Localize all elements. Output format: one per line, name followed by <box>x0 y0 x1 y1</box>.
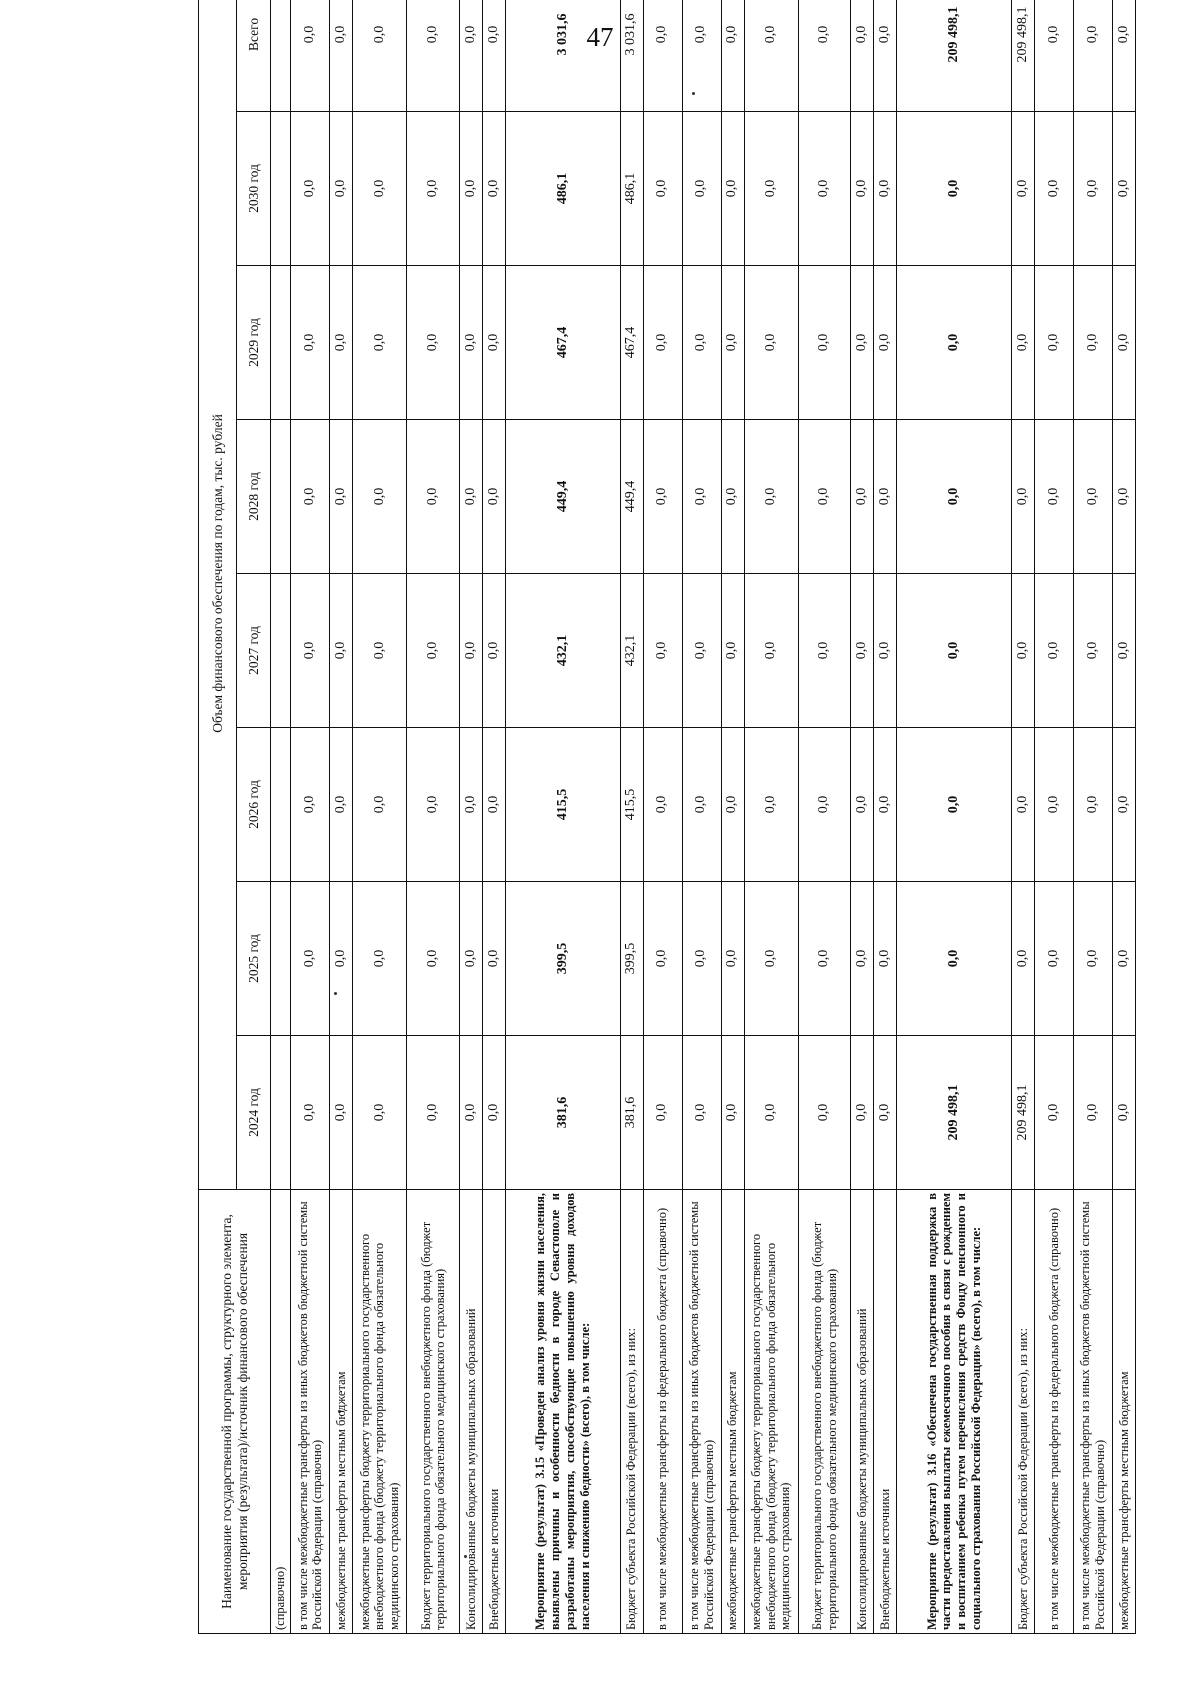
row-value: 0,0 <box>291 0 330 112</box>
row-value: 0,0 <box>1011 112 1034 266</box>
row-value: 0,0 <box>897 574 1012 728</box>
row-value: 0,0 <box>353 1036 407 1190</box>
row-name: в том числе межбюджетные трансферты из федерального бюджета (справочно) <box>1034 1190 1073 1634</box>
header-year: 2028 год <box>237 420 271 574</box>
row-value: 0,0 <box>483 0 506 112</box>
row-value: 399,5 <box>620 882 643 1036</box>
row-value: 0,0 <box>874 882 897 1036</box>
row-value: 0,0 <box>1011 574 1034 728</box>
table-row <box>1112 0 1135 1634</box>
row-value: 209 498,1 <box>1011 1036 1034 1190</box>
table-row <box>851 0 874 1634</box>
row-value <box>271 0 291 112</box>
row-value: 0,0 <box>460 420 483 574</box>
header-year: 2024 год <box>237 1036 271 1190</box>
row-value: 0,0 <box>460 266 483 420</box>
row-value: 0,0 <box>1112 1036 1135 1190</box>
row-value: 432,1 <box>620 574 643 728</box>
row-value: 0,0 <box>407 0 460 112</box>
row-value: 0,0 <box>643 0 682 112</box>
row-value: 0,0 <box>874 112 897 266</box>
row-value: 0,0 <box>721 882 744 1036</box>
table-row <box>460 0 483 1634</box>
row-value: 0,0 <box>851 728 874 882</box>
row-value: 0,0 <box>798 574 851 728</box>
row-value: 0,0 <box>330 0 353 112</box>
table-row <box>1073 0 1112 1634</box>
row-value: 0,0 <box>407 112 460 266</box>
table-row <box>291 0 330 1634</box>
row-value: 0,0 <box>897 112 1012 266</box>
row-name: Бюджет субъекта Российской Федерации (всего), из них: <box>1011 1190 1034 1634</box>
row-value: 0,0 <box>291 420 330 574</box>
row-value: 0,0 <box>407 574 460 728</box>
row-name: Бюджет субъекта Российской Федерации (всего), из них: <box>620 1190 643 1634</box>
row-value: 0,0 <box>897 882 1012 1036</box>
row-value: 0,0 <box>643 882 682 1036</box>
row-value: 0,0 <box>721 574 744 728</box>
row-name: (справочно) <box>271 1190 291 1634</box>
row-name: Бюджет территориального государственного внебюджетного фонда (бюджет территориального фонда обязательного медицинского страхования) <box>407 1190 460 1634</box>
row-name: межбюджетные трансферты местным бюджетам <box>1112 1190 1135 1634</box>
row-value: 0,0 <box>721 728 744 882</box>
table-body <box>271 0 1136 1634</box>
row-value: 0,0 <box>330 420 353 574</box>
row-value: 0,0 <box>330 882 353 1036</box>
financing-table <box>198 0 1136 1634</box>
row-name: Консолидированные бюджеты муниципальных образований <box>851 1190 874 1634</box>
row-value: 0,0 <box>744 266 798 420</box>
row-value: 415,5 <box>620 728 643 882</box>
row-value <box>271 728 291 882</box>
table-row <box>1011 0 1034 1634</box>
row-value: 0,0 <box>851 882 874 1036</box>
row-name: Внебюджетные источники <box>874 1190 897 1634</box>
row-value: 0,0 <box>1073 1036 1112 1190</box>
table-row <box>353 0 407 1634</box>
row-value: 0,0 <box>1112 266 1135 420</box>
table-row <box>897 0 1012 1634</box>
row-value: 449,4 <box>620 420 643 574</box>
row-value: 0,0 <box>1034 882 1073 1036</box>
row-value: 0,0 <box>1034 728 1073 882</box>
row-value: 0,0 <box>874 266 897 420</box>
row-value: 0,0 <box>460 1036 483 1190</box>
table-row <box>874 0 897 1634</box>
row-value <box>271 574 291 728</box>
row-value: 0,0 <box>291 728 330 882</box>
row-value: 449,4 <box>506 420 621 574</box>
row-value: 0,0 <box>744 112 798 266</box>
row-value: 0,0 <box>1034 0 1073 112</box>
row-value: 0,0 <box>291 266 330 420</box>
row-value: 0,0 <box>483 420 506 574</box>
row-value: 0,0 <box>1034 574 1073 728</box>
table-row <box>721 0 744 1634</box>
row-value: 0,0 <box>874 0 897 112</box>
row-value: 0,0 <box>851 112 874 266</box>
row-value: 0,0 <box>330 112 353 266</box>
row-value: 0,0 <box>483 728 506 882</box>
row-value: 3 031,6 <box>506 0 621 112</box>
row-value: 0,0 <box>407 728 460 882</box>
row-value: 0,0 <box>744 728 798 882</box>
row-value: 0,0 <box>682 0 721 112</box>
table-row <box>744 0 798 1634</box>
row-value: 381,6 <box>506 1036 621 1190</box>
row-value: 0,0 <box>353 0 407 112</box>
table-row <box>483 0 506 1634</box>
row-value: 0,0 <box>798 728 851 882</box>
row-name: межбюджетные трансферты бюджету территориального государственного внебюджетного фонда (бюджету территориального фонда обязательного медицинского страхования) <box>353 1190 407 1634</box>
row-value: 0,0 <box>353 728 407 882</box>
row-value: 0,0 <box>330 728 353 882</box>
row-value: 0,0 <box>851 1036 874 1190</box>
row-value <box>271 266 291 420</box>
table-row <box>798 0 851 1634</box>
row-value: 0,0 <box>483 882 506 1036</box>
row-value: 0,0 <box>1112 0 1135 112</box>
row-value: 0,0 <box>643 266 682 420</box>
row-value: 0,0 <box>1011 266 1034 420</box>
row-value <box>271 420 291 574</box>
table-row <box>330 0 353 1634</box>
row-value: 0,0 <box>407 1036 460 1190</box>
table-row <box>506 0 621 1634</box>
row-value: 0,0 <box>353 420 407 574</box>
row-value: 0,0 <box>1112 882 1135 1036</box>
header-name: Наименование государственной программы, структурного элемента, мероприятия (результата)/источник финансового обеспечения <box>199 1190 271 1634</box>
header-year: 2029 год <box>237 266 271 420</box>
header-year: 2025 год <box>237 882 271 1036</box>
row-value: 486,1 <box>620 112 643 266</box>
row-value: 0,0 <box>353 266 407 420</box>
row-value: 0,0 <box>1034 1036 1073 1190</box>
row-value: 399,5 <box>506 882 621 1036</box>
row-value: 0,0 <box>643 420 682 574</box>
row-name: в том числе межбюджетные трансферты из иных бюджетов бюджетной системы Российской Федерации (справочно) <box>1073 1190 1112 1634</box>
row-value: 0,0 <box>1112 420 1135 574</box>
row-value: 0,0 <box>407 882 460 1036</box>
row-value: 0,0 <box>1034 112 1073 266</box>
row-value: 0,0 <box>1073 728 1112 882</box>
row-value: 467,4 <box>506 266 621 420</box>
row-value: 0,0 <box>851 0 874 112</box>
row-value: 0,0 <box>330 1036 353 1190</box>
row-name: межбюджетные трансферты местным бюджетам <box>330 1190 353 1634</box>
row-value: 0,0 <box>744 574 798 728</box>
row-value: 0,0 <box>874 1036 897 1190</box>
row-name: Консолидированные бюджеты муниципальных образований <box>460 1190 483 1634</box>
table-row <box>682 0 721 1634</box>
row-value: 0,0 <box>721 420 744 574</box>
row-value: 0,0 <box>1011 728 1034 882</box>
row-value: 0,0 <box>1073 0 1112 112</box>
row-value: 209 498,1 <box>897 0 1012 112</box>
row-value: 0,0 <box>407 420 460 574</box>
row-value: 0,0 <box>460 882 483 1036</box>
row-value: 0,0 <box>851 574 874 728</box>
row-value: 0,0 <box>874 420 897 574</box>
table-row <box>643 0 682 1634</box>
row-name: Мероприятие (результат) 3.16 «Обеспечена государственная поддержка в части предоставления выплаты ежемесячного пособия в связи с рождением и воспитанием ребенка путем перечисления средств Фонду пенсионного и социального страхования Российской Федерации» (всего), в том числе: <box>897 1190 1012 1634</box>
row-value <box>271 1036 291 1190</box>
row-value <box>271 112 291 266</box>
row-value: 467,4 <box>620 266 643 420</box>
row-value: 0,0 <box>721 112 744 266</box>
row-value: 0,0 <box>1011 882 1034 1036</box>
row-value: 0,0 <box>851 420 874 574</box>
table-row <box>407 0 460 1634</box>
row-value: 0,0 <box>682 266 721 420</box>
row-value: 0,0 <box>291 1036 330 1190</box>
row-value: 209 498,1 <box>1011 0 1034 112</box>
row-value: 209 498,1 <box>897 1036 1012 1190</box>
row-value: 0,0 <box>682 882 721 1036</box>
row-value: 381,6 <box>620 1036 643 1190</box>
row-value: 0,0 <box>330 266 353 420</box>
row-value: 0,0 <box>1073 420 1112 574</box>
row-value: 0,0 <box>1034 266 1073 420</box>
row-value: 0,0 <box>1011 420 1034 574</box>
row-value: 0,0 <box>1034 420 1073 574</box>
row-value: 0,0 <box>798 420 851 574</box>
row-value: 0,0 <box>798 1036 851 1190</box>
row-value: 0,0 <box>483 112 506 266</box>
table-row <box>1034 0 1073 1634</box>
row-value: 0,0 <box>1073 574 1112 728</box>
row-value: 0,0 <box>721 0 744 112</box>
row-value: 432,1 <box>506 574 621 728</box>
row-value: 0,0 <box>744 0 798 112</box>
row-value: 0,0 <box>353 574 407 728</box>
row-value: 0,0 <box>291 574 330 728</box>
row-name: в том числе межбюджетные трансферты из иных бюджетов бюджетной системы Российской Федерации (справочно) <box>291 1190 330 1634</box>
row-value: 0,0 <box>897 728 1012 882</box>
row-value: 0,0 <box>291 882 330 1036</box>
row-value: 0,0 <box>897 266 1012 420</box>
row-value: 0,0 <box>483 574 506 728</box>
row-name: межбюджетные трансферты местным бюджетам <box>721 1190 744 1634</box>
row-value: 0,0 <box>460 728 483 882</box>
row-name: Внебюджетные источники <box>483 1190 506 1634</box>
row-value: 0,0 <box>291 112 330 266</box>
row-value: 0,0 <box>643 574 682 728</box>
row-value: 0,0 <box>851 266 874 420</box>
header-year: 2027 год <box>237 574 271 728</box>
row-value: 0,0 <box>1073 882 1112 1036</box>
header-total: Всего <box>237 0 271 112</box>
row-value: 0,0 <box>643 112 682 266</box>
row-value: 0,0 <box>744 420 798 574</box>
row-name: Бюджет территориального государственного внебюджетного фонда (бюджет территориального фонда обязательного медицинского страхования) <box>798 1190 851 1634</box>
row-value: 0,0 <box>744 1036 798 1190</box>
row-value: 0,0 <box>682 112 721 266</box>
row-value: 0,0 <box>1073 112 1112 266</box>
header-year: 2026 год <box>237 728 271 882</box>
row-value: 0,0 <box>721 266 744 420</box>
row-value: 0,0 <box>1112 112 1135 266</box>
row-value: 415,5 <box>506 728 621 882</box>
row-name: межбюджетные трансферты бюджету территориального государственного внебюджетного фонда (бюджету территориального фонда обязательного медицинского страхования) <box>744 1190 798 1634</box>
header-year: 2030 год <box>237 112 271 266</box>
row-value <box>271 882 291 1036</box>
row-value: 0,0 <box>460 574 483 728</box>
page-number: 47 <box>586 22 614 52</box>
row-name: в том числе межбюджетные трансферты из федерального бюджета (справочно) <box>643 1190 682 1634</box>
row-value: 3 031,6 <box>620 0 643 112</box>
row-value: 0,0 <box>1073 266 1112 420</box>
row-value: 0,0 <box>460 0 483 112</box>
row-value: 0,0 <box>874 574 897 728</box>
row-value: 0,0 <box>682 574 721 728</box>
row-value: 0,0 <box>798 112 851 266</box>
row-name: в том числе межбюджетные трансферты из иных бюджетов бюджетной системы Российской Федерации (справочно) <box>682 1190 721 1634</box>
row-value: 0,0 <box>682 728 721 882</box>
row-value: 0,0 <box>1112 574 1135 728</box>
row-value: 0,0 <box>798 882 851 1036</box>
table-row <box>620 0 643 1634</box>
row-value: 486,1 <box>506 112 621 266</box>
row-value: 0,0 <box>460 112 483 266</box>
row-value: 0,0 <box>874 728 897 882</box>
row-value: 0,0 <box>330 574 353 728</box>
row-value: 0,0 <box>643 1036 682 1190</box>
row-value: 0,0 <box>483 1036 506 1190</box>
row-value: 0,0 <box>721 1036 744 1190</box>
row-value: 0,0 <box>798 266 851 420</box>
row-value: 0,0 <box>353 882 407 1036</box>
row-value: 0,0 <box>643 728 682 882</box>
row-value: 0,0 <box>798 0 851 112</box>
table-row <box>271 0 291 1634</box>
row-value: 0,0 <box>483 266 506 420</box>
header-group: Объем финансового обеспечения по годам, тыс. рублей <box>199 0 237 1190</box>
row-value: 0,0 <box>744 882 798 1036</box>
row-name: Мероприятие (результат) 3.15 «Проведен анализ уровня жизни населения, выявлены причины и особенности бедности в городе Севастополе и разработаны мероприятия, способствующие повышению уровня доходов населения и снижению бедности» (всего), в том числе: <box>506 1190 621 1634</box>
row-value: 0,0 <box>897 420 1012 574</box>
row-value: 0,0 <box>407 266 460 420</box>
row-value: 0,0 <box>682 420 721 574</box>
row-value: 0,0 <box>353 112 407 266</box>
row-value: 0,0 <box>682 1036 721 1190</box>
row-value: 0,0 <box>1112 728 1135 882</box>
